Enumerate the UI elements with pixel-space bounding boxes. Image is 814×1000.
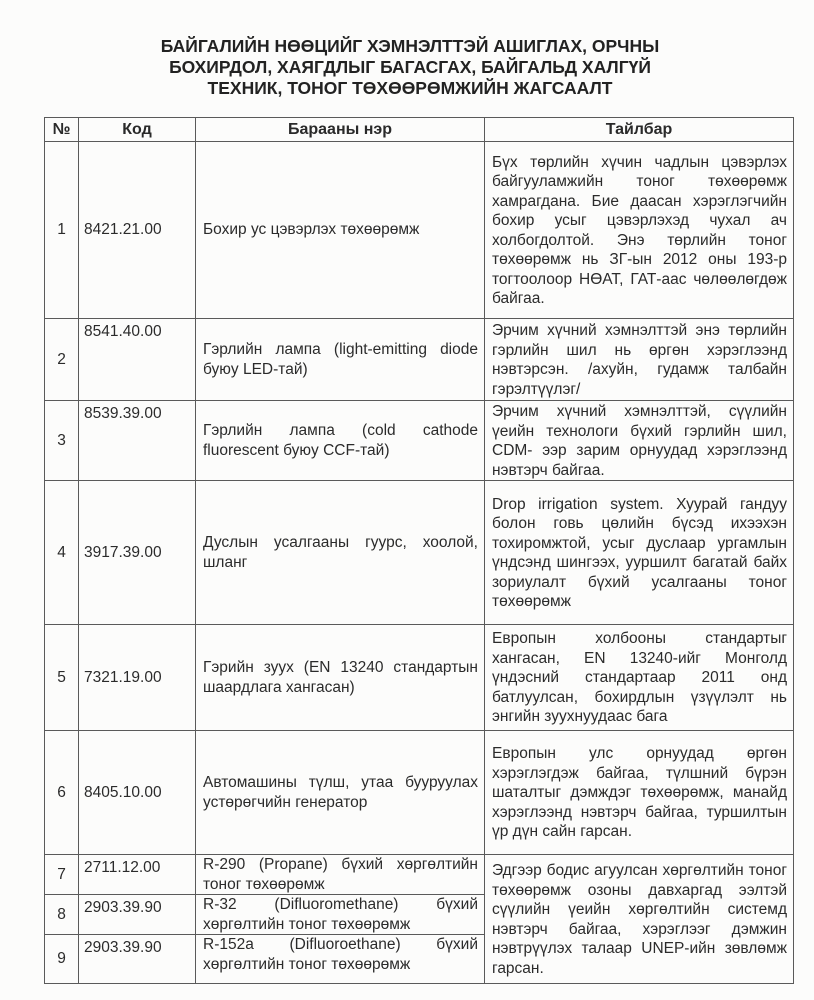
- row-code: 7321.19.00: [79, 625, 196, 731]
- row-code: 8539.39.00: [79, 401, 196, 481]
- header-no: №: [45, 118, 79, 142]
- row-desc: Эрчим хүчний хэмнэлттэй, сүүлийн үеийн технологи бүхий гэрлийн шил, CDM- ээр зарим орнуудад хэрэглээнд нэвтэрч байгаа.: [485, 401, 794, 481]
- table-row: [45, 731, 794, 855]
- row-name: Гэрийн зуух (EN 13240 стандартын шаардлага хангасан): [196, 625, 485, 731]
- row-code: 3917.39.00: [79, 481, 196, 625]
- row-no: 9: [45, 935, 79, 984]
- row-no: 7: [45, 855, 79, 895]
- row-no: 5: [45, 625, 79, 731]
- table-row: [45, 481, 794, 625]
- row-desc: Бүх төрлийн хүчин чадлын цэвэрлэх байгууламжийн тоног төхөөрөмж хамрагдана. Бие даасан хэрэглэгчийн бохир усыг цэвэрлэхэд чухал ач холбогдолтой. Энэ төрлийн тоног төхөөрөмж нь ЗГ-ын 2012 оны 193-р тогтоолоор НӨАТ, ГАТ-аас чөлөөлөгдөж байгаа.: [485, 142, 794, 319]
- row-desc: Европын холбооны стандартыг хангасан, EN 13240-ийг Монголд үндэсний стандартаар 2011 онд батлуулсан, бохирдлын үзүүлэлт нь энгийн зуухнуудаас бага: [485, 625, 794, 731]
- row-no: 3: [45, 401, 79, 481]
- row-desc: Drop irrigation system. Хуурай гандуу болон говь цөлийн бүсэд ихээхэн тохиромжтой, усыг дуслаар ургамлын үндсэнд шингээх, ууршилт багатай байх зориулалт бүхий усалгааны тоног төхөөрөмж: [485, 481, 794, 625]
- table-row: [45, 625, 794, 731]
- row-name: R-290 (Propane) бүхий хөргөлтийн тоног төхөөрөмж: [196, 855, 485, 895]
- row-name: Автомашины түлш, утаа бууруулах устөрөгчийн генератор: [196, 731, 485, 855]
- row-no: 4: [45, 481, 79, 625]
- row-no: 1: [45, 142, 79, 319]
- title-line-2: БОХИРДОЛ, ХАЯГДЛЫГ БАГАСГАХ, БАЙГАЛЬД ХАЛГҮЙ: [169, 57, 651, 77]
- equipment-table: [44, 117, 794, 984]
- row-name: R-152a (Difluoroethane) бүхий хөргөлтийн тоног төхөөрөмж: [196, 935, 485, 984]
- row-no: 6: [45, 731, 79, 855]
- row-desc: Эрчим хүчний хэмнэлттэй энэ төрлийн гэрлийн шил нь өргөн хэрэглээнд нэвтэрсэн. /ахуйн, гудамж талбайн гэрэлтүүлэг/: [485, 319, 794, 401]
- table-row: [45, 401, 794, 481]
- title-line-3: ТЕХНИК, ТОНОГ ТӨХӨӨРӨМЖИЙН ЖАГСААЛТ: [207, 78, 613, 98]
- merged-desc: Эдгээр бодис агуулсан хөргөлтийн тоног төхөөрөмж озоны давхаргад ээлтэй сүүлийн үеийн хөргөлтийн системд нэвтэрч байгаа, хэрэглээг дэмжин нэвтрүүлэх талаар UNEP-ийн зөвлөмж гарсан.: [485, 855, 794, 984]
- header-code: Код: [79, 118, 196, 142]
- row-name: Дуслын усалгааны гуурс, хоолой, шланг: [196, 481, 485, 625]
- row-no: 8: [45, 895, 79, 935]
- row-no: 2: [45, 319, 79, 401]
- title-line-1: БАЙГАЛИЙН НӨӨЦИЙГ ХЭМНЭЛТТЭЙ АШИГЛАХ, ОРЧНЫ: [160, 36, 660, 56]
- table-row: [45, 142, 794, 319]
- header-name: Барааны нэр: [196, 118, 485, 142]
- document-title: [100, 36, 720, 99]
- row-code: 2711.12.00: [79, 855, 196, 895]
- row-name: R-32 (Difluoromethane) бүхий хөргөлтийн тоног төхөөрөмж: [196, 895, 485, 935]
- table-row: [45, 319, 794, 401]
- row-code: 2903.39.90: [79, 895, 196, 935]
- row-name: Бохир ус цэвэрлэх төхөөрөмж: [196, 142, 485, 319]
- row-name: Гэрлийн лампа (light-emitting diode буюу LED-тай): [196, 319, 485, 401]
- row-code: 8405.10.00: [79, 731, 196, 855]
- row-name: Гэрлийн лампа (cold cathode fluorescent буюу CCF-тай): [196, 401, 485, 481]
- row-desc: Европын улс орнуудад өргөн хэрэглэгдэж байгаа, түлшний бүрэн шаталтыг дэмждэг төхөөрөмж, манайд хэрэглээнд нэвтэрч байгаа, туршилтын үр дүн сайн гарсан.: [485, 731, 794, 855]
- header-desc: Тайлбар: [485, 118, 794, 142]
- row-code: 2903.39.90: [79, 935, 196, 984]
- row-code: 8421.21.00: [79, 142, 196, 319]
- table-header-row: [45, 118, 794, 142]
- table-row: [45, 855, 794, 895]
- row-code: 8541.40.00: [79, 319, 196, 401]
